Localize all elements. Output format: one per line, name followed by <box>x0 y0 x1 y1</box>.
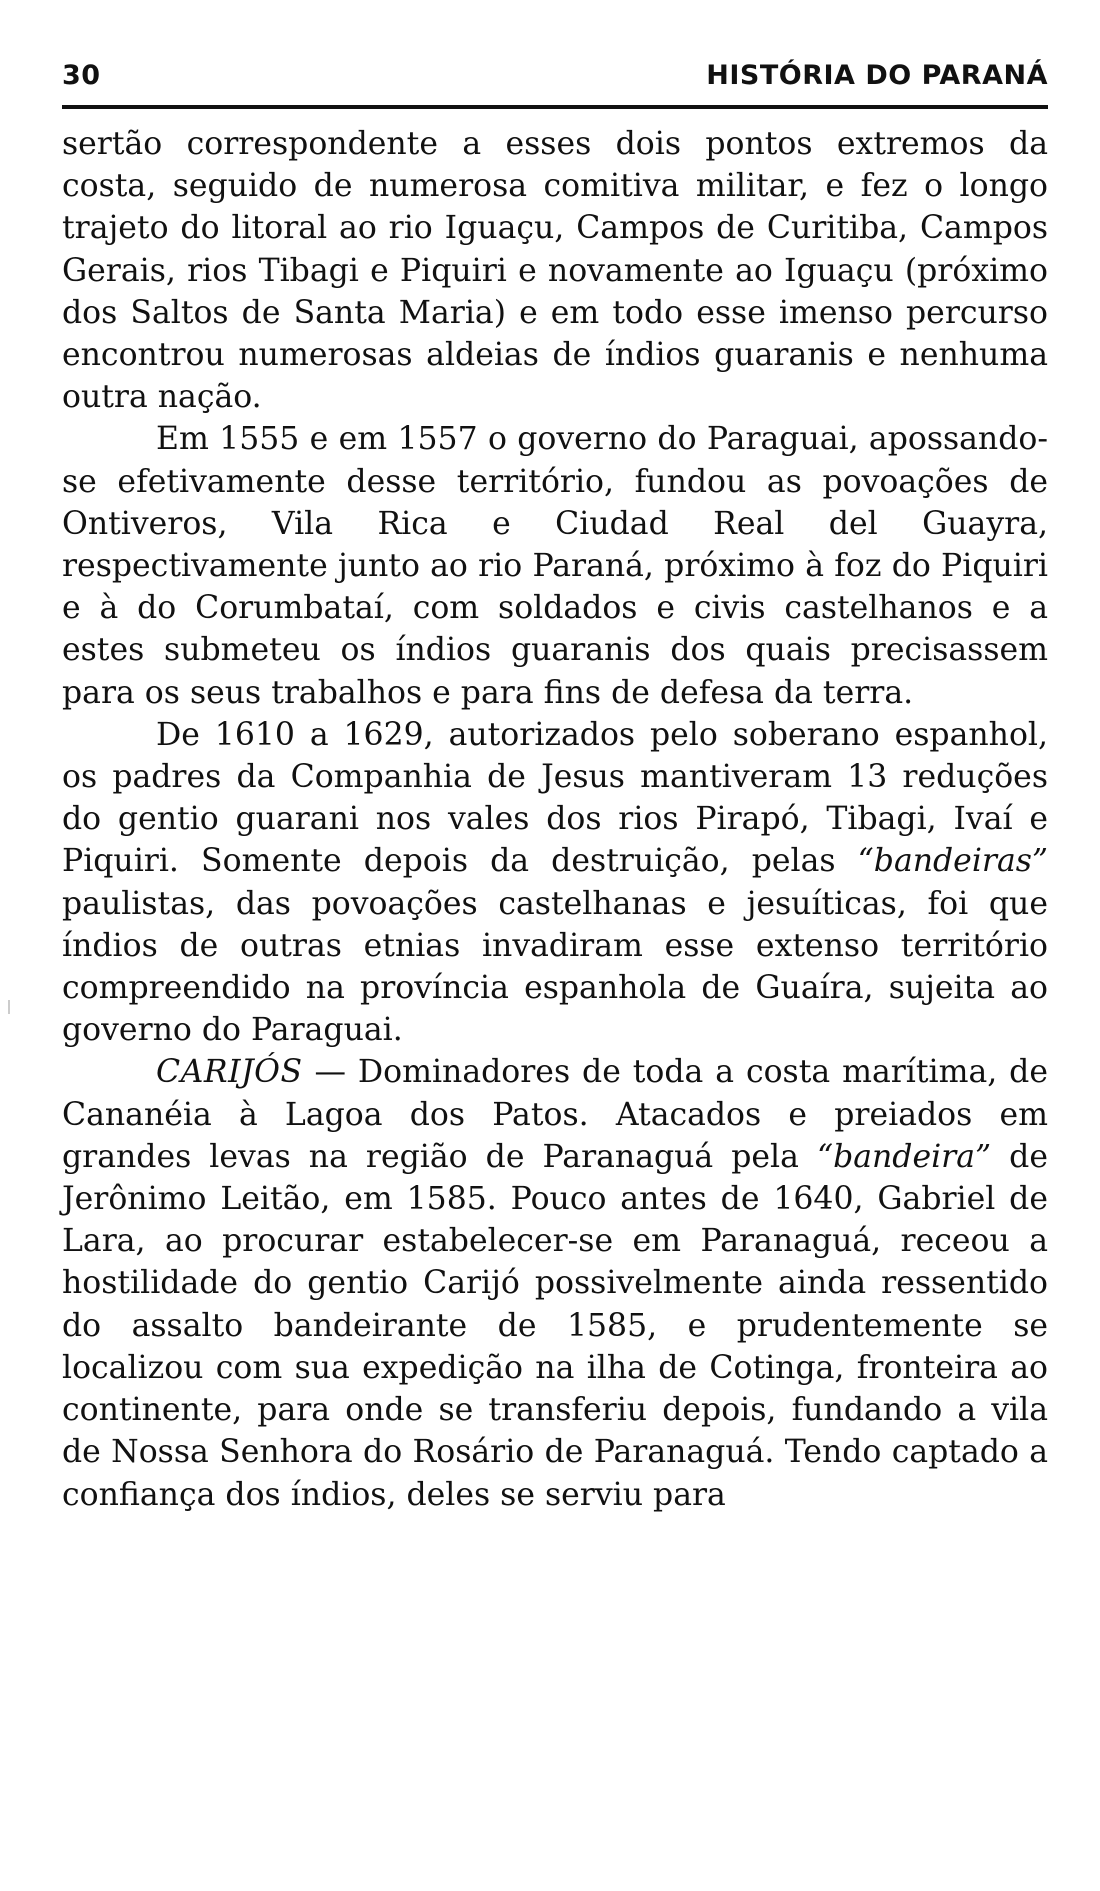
paragraph-2-text: Em 1555 e em 1557 o governo do Paraguai, apossando-se efetivamente desse território, fundou as povoações de Ontiveros, Vila Rica e Ciudad Real del Guayra, respectivamente junto ao rio Paraná, próximo à foz do Piquiri e à do Corumbataí, com soldados e civis castelhanos e a estes submeteu os índios guaranis dos quais precisassem para os seus trabalhos e para fins de defesa da terra. <box>62 421 1048 711</box>
paragraph-4-term-bandeira: “bandeira” <box>816 1138 992 1175</box>
paragraph-1-text: sertão correspondente a esses dois pontos extremos da costa, seguido de numerosa comitiva militar, e fez o longo trajeto do litoral ao rio Iguaçu, Campos de Curitiba, Campos Gerais, rios Tibagi e Piquiri e novamente ao Iguaçu (próximo dos Saltos de Santa Maria) e em todo esse imenso percurso encontrou numerosas aldeias de índios guaranis e nenhuma outra nação. <box>62 126 1048 416</box>
paragraph-4-text-a: — Dominadores de toda a costa marítima, de Cananéia à Lagoa dos Patos. Atacados e preiados em grandes levas na região de Paranaguá pela <box>62 1054 1048 1175</box>
paragraph-3-text-a: De 1610 a 1629, autorizados pelo soberano espanhol, os padres da Companhia de Jesus mantiveram 13 reduções do gentio guarani nos vales dos rios Pirapó, Tibagi, Ivaí e Piquiri. Somente depois da destruição, pelas <box>62 716 1048 880</box>
paragraph-4 <box>62 1051 1048 1515</box>
book-page <box>62 60 1048 1516</box>
paragraph-2 <box>62 418 1048 713</box>
paragraph-4-heading-carijos: CARIJÓS <box>156 1054 303 1091</box>
running-title: HISTÓRIA DO PARANÁ <box>706 60 1048 91</box>
page-number: 30 <box>62 60 101 91</box>
paragraph-3 <box>62 714 1048 1052</box>
scan-margin-mark <box>8 1000 10 1014</box>
paragraph-3-text-b: paulistas, das povoações castelhanas e jesuíticas, foi que índios de outras etnias invadiram esse extenso território compreendido na província espanhola de Guaíra, sujeita ao governo do Paraguai. <box>62 885 1048 1049</box>
running-head <box>62 60 1048 109</box>
paragraph-1 <box>62 123 1048 418</box>
paragraph-4-text-b: de Jerônimo Leitão, em 1585. Pouco antes de 1640, Gabriel de Lara, ao procurar estabelecer-se em Paranaguá, receou a hostilidade do gentio Carijó possivelmente ainda ressentido do assalto bandeirante de 1585, e prudentemente se localizou com sua expedição na ilha de Cotinga, fronteira ao continente, para onde se transferiu depois, fundando a vila de Nossa Senhora do Rosário de Paranaguá. Tendo captado a confiança dos índios, deles se serviu para <box>62 1138 1048 1513</box>
paragraph-3-term-bandeiras: “bandeiras” <box>857 843 1048 880</box>
body-text <box>62 123 1048 1516</box>
